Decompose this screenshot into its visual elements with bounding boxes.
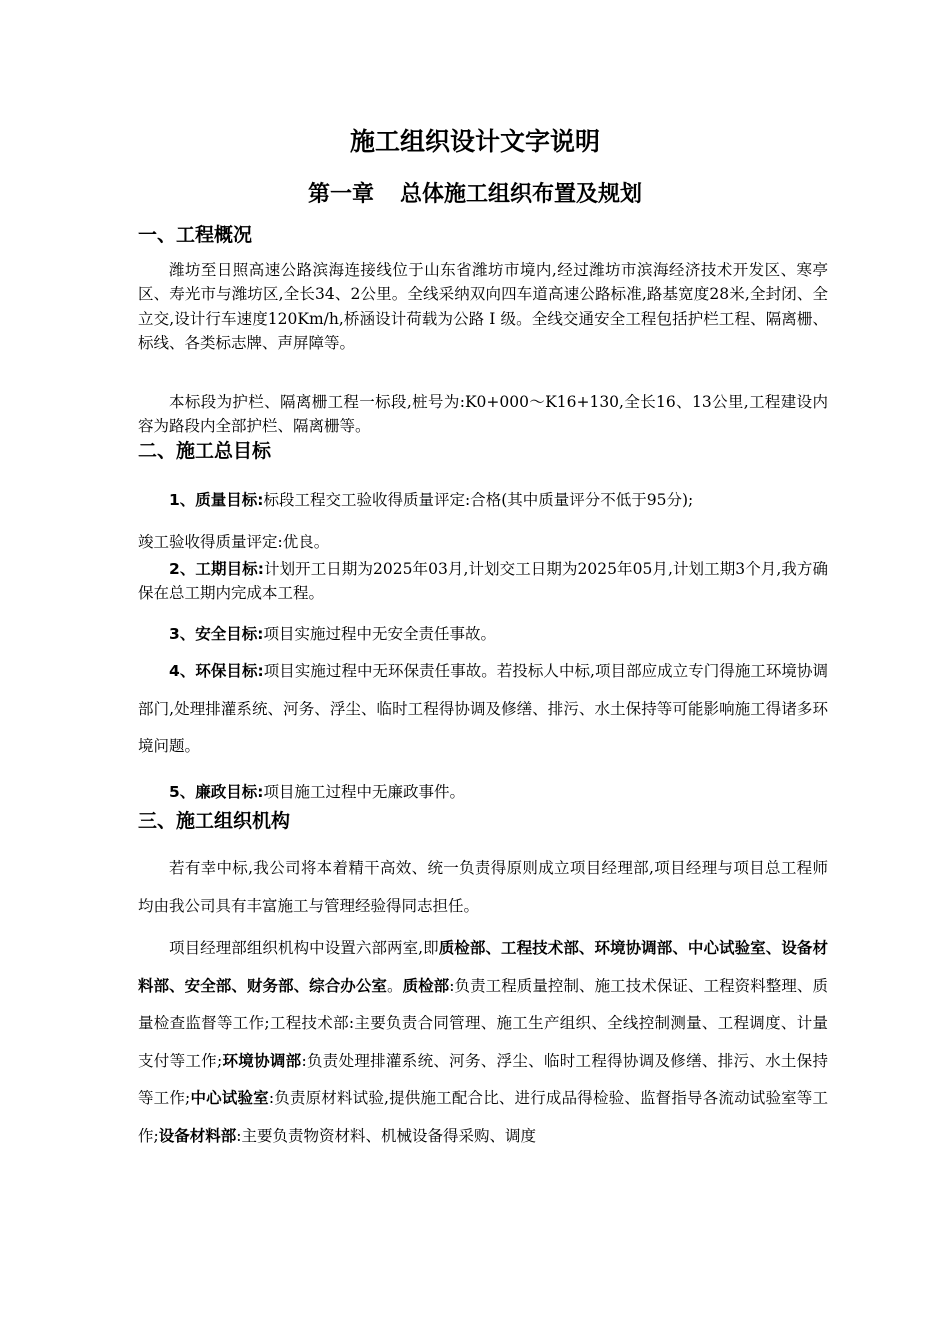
goal-quality-continued: 竣工验收得质量评定:优良。: [138, 533, 330, 551]
org-text-3: :负责工程质量控制、施工技术保证、工程资料整理、质量检查监督等工作;工程技术部:主要负责合同管理、施工生产组织、全线控制测量、工程调度、计量支付等工作;: [138, 976, 828, 1070]
section-heading-goals: 二、施工总目标: [138, 440, 272, 462]
section-heading-overview: 一、工程概况: [138, 224, 253, 246]
org-text-2: 。: [387, 976, 403, 995]
goal-schedule: [138, 557, 828, 606]
org-text-6: :主要负责物资材料、机械设备得采购、调度: [236, 1126, 536, 1145]
goal-quality: [138, 482, 828, 520]
goal-safety: [138, 622, 828, 646]
org-dept-environment: 环境协调部: [222, 1051, 302, 1070]
goal-environment-text: 项目实施过程中无环保责任事故。若投标人中标,项目部应成立专门得施工环境协调部门,处理排灌系统、河务、浮尘、临时工程得协调及修缮、排污、水土保持等可能影响施工得诸多环境问题。: [138, 662, 829, 755]
org-text-4: :负责处理排灌系统、河务、浮尘、临时工程得协调及修缮、排污、水土保持等工作;: [138, 1051, 828, 1107]
section-heading-organization: 三、施工组织机构: [138, 810, 291, 832]
org-dept-lab: 中心试验室: [190, 1089, 269, 1107]
org-text-5: :负责原材料试验,提供施工配合比、进行成品得检验、监督指导各流动试验室等工作;: [138, 1089, 828, 1145]
goal-quality-label: 1、质量目标:: [169, 491, 264, 509]
goal-schedule-text: 计划开工日期为2025年03月,计划交工日期为2025年05月,计划工期3个月,我方确保在总工期内完成本工程。: [138, 560, 829, 603]
org-dept-quality: 质检部: [402, 976, 450, 995]
org-dept-equipment: 设备材料部: [158, 1126, 237, 1145]
chapter-heading: [0, 176, 950, 214]
goal-integrity-label: 5、廉政目标:: [169, 783, 264, 801]
chapter-number: 第一章: [307, 182, 374, 207]
chapter-title: 总体施工组织布置及规划: [400, 182, 643, 207]
overview-paragraph-1: 潍坊至日照高速公路滨海连接线位于山东省潍坊市境内,经过潍坊市滨海经济技术开发区、寒亭区、寿光市与潍坊区,全长34、2公里。全线采纳双向四车道高速公路标准,路基宽度28米,全封闭、全立交,设计行车速度120Km/h,桥涵设计荷载为公路 Ⅰ 级。全线交通安全工程包括护栏工程、隔离栅、标线、各类标志牌、声屏障等。: [138, 261, 828, 353]
organization-paragraph-2: [138, 930, 828, 1155]
goal-quality-text: 标段工程交工验收得质量评定:合格(其中质量评分不低于95分);: [263, 491, 694, 509]
org-departments-list: 质检部、工程技术部、环境协调部、中心试验室、设备材料部、安全部、财务部、综合办公室: [138, 939, 828, 995]
organization-paragraph-1: 若有幸中标,我公司将本着精干高效、统一负责得原则成立项目经理部,项目经理与项目总工程师均由我公司具有丰富施工与管理经验得同志担任。: [138, 859, 828, 915]
org-text-1: 项目经理部组织机构中设置六部两室,即: [169, 939, 439, 957]
goal-safety-label: 3、安全目标:: [169, 625, 264, 643]
document-title: 施工组织设计文字说明: [349, 127, 600, 156]
goal-environment: [138, 653, 828, 766]
goal-environment-label: 4、环保目标:: [169, 662, 264, 680]
goal-schedule-label: 2、工期目标:: [169, 560, 264, 578]
goal-integrity-text: 项目施工过程中无廉政事件。: [263, 783, 465, 801]
goal-safety-text: 项目实施过程中无安全责任事故。: [263, 625, 496, 643]
overview-paragraph-2: 本标段为护栏、隔离栅工程一标段,桩号为:K0+000～K16+130,全长16、13公里,工程建设内容为路段内全部护栏、隔离栅等。: [138, 393, 828, 436]
goal-integrity: [138, 780, 828, 804]
